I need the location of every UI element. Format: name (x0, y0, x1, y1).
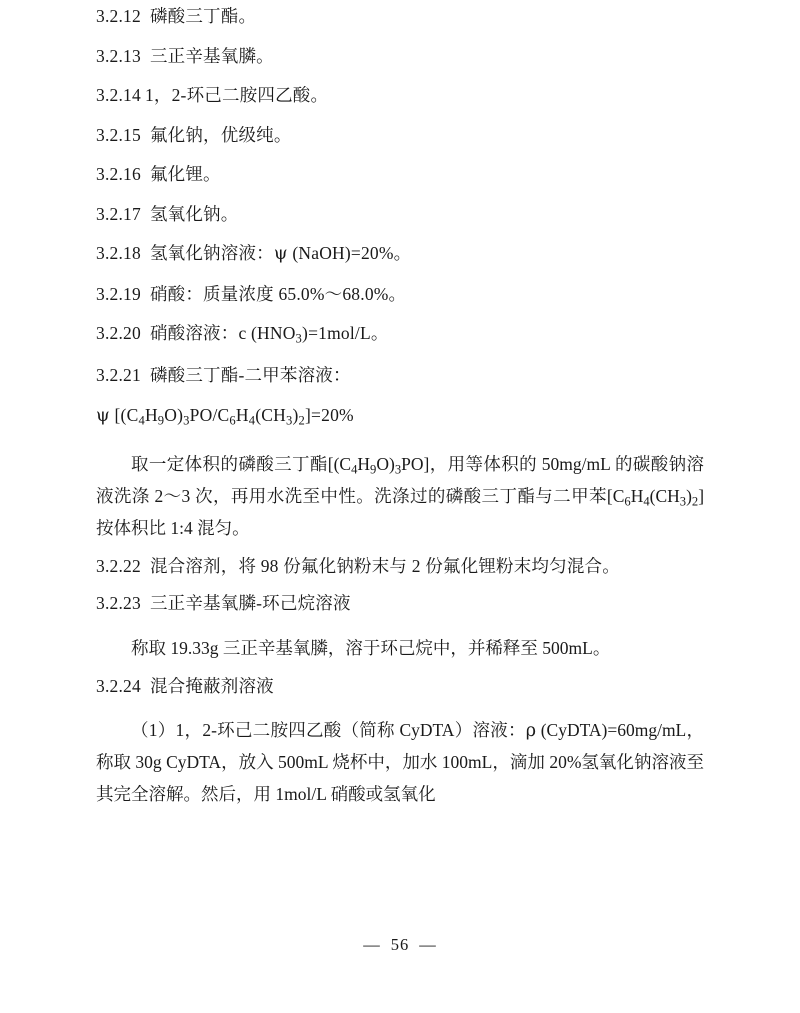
clause-number: 3.2.16 (96, 164, 141, 184)
clause-text: 氟化锂。 (149, 164, 221, 184)
clause-3-2-16 (96, 166, 704, 184)
clause-3-2-23 (96, 595, 704, 613)
clause-text: 三正辛基氧膦-环己烷溶液 (149, 593, 351, 614)
clause-text: 磷酸三丁酯-二甲苯溶液： (149, 365, 351, 386)
clause-number: 3.2.14 (96, 85, 141, 105)
paragraph-3-2-23: 称取 19.33g 三正辛基氧膦，溶于环己烷中，并稀释至 500mL。 (131, 637, 611, 658)
clause-3-2-22 (96, 555, 704, 576)
clause-3-2-14 (96, 87, 704, 105)
clause-3-2-17 (96, 203, 704, 224)
clause-number: 3.2.22 (96, 555, 141, 576)
clause-3-2-13 (96, 45, 704, 66)
clause-number: 3.2.23 (96, 593, 141, 614)
clause-3-2-19 (96, 283, 704, 304)
clause-text: 混合溶剂，将 98 份氟化钠粉末与 2 份氟化锂粉末均匀混合。 (149, 555, 620, 576)
clause-number: 3.2.17 (96, 203, 141, 224)
clause-text: 1，2-环己二胺四乙酸。 (144, 85, 329, 105)
clause-3-2-15 (96, 124, 704, 145)
clause-3-2-18 (96, 245, 704, 264)
clause-number: 3.2.20 (96, 323, 141, 343)
clause-number: 3.2.15 (96, 124, 141, 145)
clause-number: 3.2.13 (96, 45, 141, 66)
clause-3-2-12 (96, 8, 704, 26)
clause-text: 三正辛基氧膦。 (149, 45, 274, 66)
clause-text: 硝酸溶液：c $(HNO_3)=1mol/L$。 (149, 323, 389, 346)
clause-3-2-21 (96, 367, 704, 385)
clause-number: 3.2.18 (96, 243, 141, 263)
clause-3-2-20 (96, 325, 704, 345)
clause-number: 3.2.24 (96, 675, 141, 696)
clause-number: 3.2.12 (96, 6, 141, 26)
page-footer (0, 935, 800, 955)
clause-text: 氟化钠，优级纯。 (149, 124, 292, 145)
paragraph-3-2-21: 取一定体积的磷酸三丁酯$[(C_4H_9O)_3PO]$，用等体积的 50mg/mL 的碳酸钠溶液洗涤 2～3 次，再用水洗至中性。洗涤过的磷酸三丁酯与二甲苯$[C_6H_4(CH_3)_2]$按体积比 1:4 混匀。 (96, 453, 705, 538)
clause-text: 氢氧化钠溶液：ψ (NaOH)=20%。 (149, 243, 412, 264)
paragraph-3-2-24: （1）1，2-环己二胺四乙酸（简称 CyDTA）溶液：ρ (CyDTA)=60mg/mL，称取 30g CyDTA，放入 500mL 烧杯中，加水 100mL，滴加 20%氢氧化钠溶液至其完全溶解。然后，用 1mol/L 硝酸或氢氧化 (96, 720, 705, 804)
clause-text: 混合掩蔽剂溶液 (149, 675, 274, 696)
footer-dash-left: — (363, 935, 381, 954)
clause-text: 磷酸三丁酯。 (149, 6, 257, 26)
clause-number: 3.2.19 (96, 283, 141, 304)
clause-3-2-24 (96, 675, 704, 696)
page-number: 56 (390, 935, 410, 954)
clause-text: 氢氧化钠。 (149, 203, 239, 224)
footer-dash-right: — (419, 935, 437, 954)
clause-number: 3.2.21 (96, 365, 141, 386)
clause-text: 硝酸：质量浓度 65.0%～68.0%。 (149, 283, 407, 304)
formula-tbp-xylene: ψ $[(C_4H_9O)_3PO/C_6H_4(CH_3)_2]=20\%$ (96, 404, 354, 428)
